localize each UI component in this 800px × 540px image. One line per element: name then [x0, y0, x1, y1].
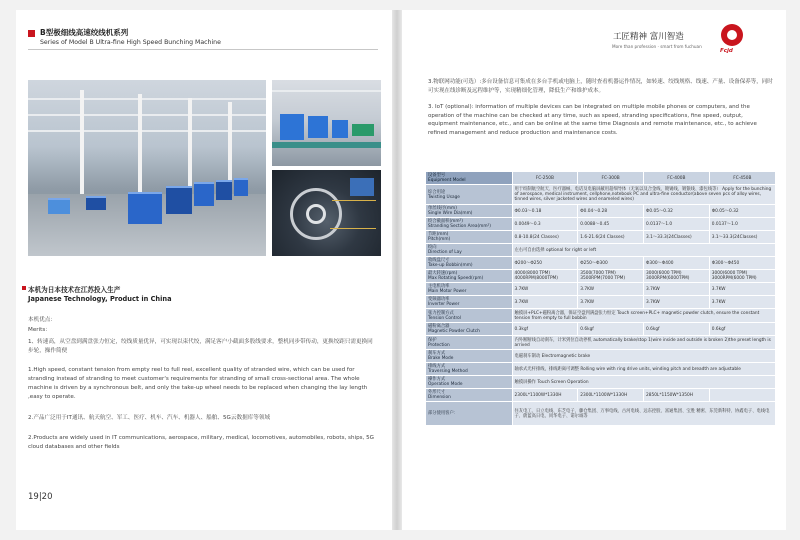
spec-label — [426, 323, 512, 336]
header-marker — [28, 30, 35, 37]
bunching-machine — [280, 114, 304, 140]
spec-label-cn: 设备型号 — [428, 173, 446, 178]
machine-row-photo — [272, 80, 381, 166]
roof-beam — [272, 90, 381, 92]
bunching-machine — [48, 198, 70, 214]
roof-beam — [28, 98, 266, 100]
spec-label — [426, 185, 512, 205]
model-column-header: FC-400B — [644, 172, 710, 185]
spec-value: 3.7KW — [644, 296, 710, 309]
merit-1-cn: 1、转速高，从空盘到满盘张力恒定，绞线质量优异，可实现以束代绞，满足客户小截面多股线要求，整机同步带传动，更换绞距只需更换同步轮，操作简便 — [28, 339, 373, 354]
spec-label-cn: 排线方式 — [428, 364, 446, 369]
merit-1-en: 1.High speed, constant tension from empty reel to full reel, excellent quality of stranded wire, which can be used for stranding instead of stranding to meet customer's requirements for stranding of small cross-sectional area. The whole machine is driven by a synchronous belt, and only the take-up wheel needs to be replaced when changing the lay length ,easy to operate. — [28, 367, 368, 400]
spec-value: 0.0137～1.0 — [644, 218, 710, 231]
spec-row — [426, 389, 775, 402]
iot-feature-cn: 3.物联网功能(可选）:多台设备信息可集成在多台手机或电脑上，随时查看机器运作情况，如转速、绞线规格、线速、产量、设备保养等，同时可实现在线诊断及远程维护等，实现精细化管理，降低生产和维护成本。 — [428, 79, 773, 94]
spec-value: 3.7KW — [644, 283, 710, 296]
bunching-machine — [194, 182, 214, 206]
spec-value: 3.7KW — [512, 296, 578, 309]
spec-label-cn: 绞合截面积(mm²) — [428, 219, 463, 224]
spec-label — [426, 270, 512, 283]
bunching-machine — [308, 116, 328, 138]
spec-row — [426, 270, 775, 283]
spec-label-en: Brake Mode — [428, 356, 454, 361]
page-gutter — [392, 10, 402, 530]
spec-label-cn: 最大转速(rpm) — [428, 271, 458, 276]
spec-label-en: Protection — [428, 342, 450, 348]
spec-value: Φ0.04～0.28 — [578, 205, 644, 218]
spec-label-cn: 节距(mm) — [428, 232, 449, 237]
spec-header-row — [426, 172, 775, 185]
spec-row — [426, 205, 775, 218]
factory-floor-photo — [28, 80, 266, 256]
spec-row — [426, 257, 775, 270]
spec-label-en: Take-up Bobbin(mm) — [428, 263, 473, 268]
spec-label-en: Traversing Method — [428, 369, 468, 374]
spec-value: 0.3kgf — [512, 323, 578, 336]
spec-value: 0.6kgf — [709, 323, 775, 336]
brand-slogan-en: More than profession · smart from fuchuan — [612, 44, 702, 49]
spec-label — [426, 231, 512, 244]
spec-value: 住友电工、日立电线、东芝电子、藤仓集团、万事电线、古河电线、远东控股、富通集团、宝胜 精密、东莞新科特、协鑫电子、电线电子、蔚蓝高日电、同华电子、诺尔诚等 — [512, 402, 775, 426]
spec-label — [426, 350, 512, 363]
spec-table — [426, 172, 775, 426]
section-title-cn: 本机为日本技术在江苏投入生产 — [28, 286, 121, 294]
merit-2-cn: 2.产品广泛用于IT通讯、航天航空、军工、医疗、机车、汽车、机器人、船舶、5G云数据库等领域 — [28, 415, 271, 421]
spec-value: 3.7KW — [709, 296, 775, 309]
spec-value: 2300L*1100W*1330H — [512, 389, 578, 402]
bunching-machine — [216, 180, 232, 200]
spec-label-en: Tension Control — [428, 315, 461, 321]
spec-label — [426, 172, 512, 185]
spec-value: 0.0088～0.45 — [578, 218, 644, 231]
spec-label — [426, 283, 512, 296]
spec-label-en: Main Motor Power — [428, 289, 467, 294]
spec-value: Φ0.05～0.32 — [709, 205, 775, 218]
spec-label-en: Pitch(mm) — [428, 237, 451, 242]
logo-wordmark: Fcjd — [720, 48, 733, 54]
spec-value: Φ0.03～0.18 — [512, 205, 578, 218]
spec-row — [426, 231, 775, 244]
spec-value: 触摸屏操作 Touch Screen Operation — [512, 376, 775, 389]
spec-row — [426, 296, 775, 309]
spec-row — [426, 376, 775, 389]
spec-label-en: Operation Mode — [428, 382, 463, 387]
spec-value: 2300L*1100W*1330H — [578, 389, 644, 402]
spec-value: Φ300～Φ450 — [709, 257, 775, 270]
bunching-machine — [166, 186, 192, 214]
spec-label-en: Twisting Usage — [428, 194, 460, 200]
series-title-en: Series of Model B Ultra-fine High Speed Bunching Machine — [40, 39, 221, 46]
spec-value: 0.8-10.8(24 Classes) — [512, 231, 578, 244]
spec-label-en: Single Wire Dia(mm) — [428, 211, 473, 216]
section-title-en: Japanese Technology, Product in China — [28, 295, 172, 303]
series-title-cn: B型极细线高速绞线机系列 — [40, 28, 129, 37]
spec-label-en: Inverter Power — [428, 302, 460, 307]
spec-value: 3.7KW — [578, 296, 644, 309]
spec-value: Φ0.05～0.32 — [644, 205, 710, 218]
spec-value: Φ200～Φ250 — [512, 257, 578, 270]
pillar — [138, 94, 142, 194]
spec-value: Φ300～Φ400 — [644, 257, 710, 270]
spec-value: 3.7KW — [578, 283, 644, 296]
page-number: 19|20 — [28, 492, 53, 502]
spec-row — [426, 283, 775, 296]
spec-value: 轴承式光杆排线，排线距离可调整 Rolling wire with ring drive units, winding pitch and breadth are adjustable — [512, 363, 775, 376]
spec-label-cn: 单丝线径(mm) — [428, 206, 457, 211]
spec-label-cn: 绞向 — [428, 245, 437, 250]
merits-label-cn: 本机优点： — [28, 317, 56, 323]
header-divider — [28, 49, 378, 50]
spec-label-cn: 操作方式 — [428, 377, 446, 382]
pillar — [80, 90, 84, 200]
spec-row — [426, 218, 775, 231]
model-column-header: FC-250B — [512, 172, 578, 185]
pillar — [188, 98, 192, 188]
spec-value: 2850L*1150W*1350H — [644, 389, 710, 402]
spec-label-en: Stranding Section Area(mm²) — [428, 224, 491, 229]
spec-label-en: Equipment Model — [428, 178, 466, 183]
spec-value: 用于绞制航空航天、医疗器械、电话及电脑屏蔽用超细导体（无氧以及合金线、镀锡线、镀银线、漆包线等） Apply for the bunching of aerospace, medical instrument, cellphone,notebook PC and ultra-fine conductor(above seven pcs of alloy wires, tinned wires, silver jacketed wires and enameled wires) — [512, 185, 775, 205]
spec-label — [426, 402, 512, 426]
spec-label-cn: 刹车方式 — [428, 351, 446, 356]
spec-row — [426, 244, 775, 257]
wire-strand — [332, 200, 376, 201]
spec-label-en: Max Rotating Speed(rpm) — [428, 276, 484, 281]
spec-value: 3.1～33.3(24Classes) — [644, 231, 710, 244]
merits-label-en: Merits： — [28, 327, 51, 333]
spec-label — [426, 376, 512, 389]
spec-label — [426, 309, 512, 323]
spec-row — [426, 336, 775, 350]
spec-row — [426, 323, 775, 336]
spec-label-en: Direction of Lay — [428, 250, 462, 255]
spec-value: 3000(6000 TPM) 3000RPM(6000 TPM) — [709, 270, 775, 283]
spec-label-cn: 外形尺寸 — [428, 390, 446, 395]
spec-value: 0.0137～1.0 — [709, 218, 775, 231]
spec-row — [426, 402, 775, 426]
spec-value: 3000(6000 TPM) 3000RPM(6000TPM) — [644, 270, 710, 283]
spec-label-en: Magnetic Powder Clutch — [428, 329, 480, 334]
spec-value: 4000(8000 TPM) 4000RPM(8000TPM) — [512, 270, 578, 283]
merit-2-en: 2.Products are widely used in IT communications, aerospace, military, medical, locomotives, automobiles, robots, ships, 5G cloud databases and other fields — [28, 435, 374, 450]
model-column-header: FC-300B — [578, 172, 644, 185]
bunching-machine — [86, 196, 106, 210]
spec-value: 左右可自由选择 optional for right or left — [512, 244, 775, 257]
spec-value: 内外断断线自动刹车，计米到位自动停机 automatically brake/stop 1)wire inside and outside is broken 2)the preset length is arrived — [512, 336, 775, 350]
bunching-machine — [234, 178, 248, 196]
spec-value: 0.6kgf — [578, 323, 644, 336]
spec-value: 0.6kgf — [644, 323, 710, 336]
spec-label-cn: 磁粉离合器 — [428, 324, 450, 329]
spec-label — [426, 257, 512, 270]
model-column-header: FC-450B — [709, 172, 775, 185]
section-marker — [22, 286, 26, 290]
spec-value: 3.7KW — [709, 283, 775, 296]
spec-label-cn: 收线盘尺寸 — [428, 258, 450, 263]
pillar — [228, 102, 232, 182]
spec-row — [426, 309, 775, 323]
spec-value: Φ250～Φ300 — [578, 257, 644, 270]
spec-row — [426, 363, 775, 376]
company-logo-icon — [721, 24, 743, 46]
iot-feature-en: 3. IoT (optional): information of multiple devices can be integrated on multiple mobile phones or computers, and the operation of the machine can be checked at any time, such as speed, stranding specifications, fine speed, output, equipment maintenance, etc., and can be online at the same time Diagnosis and remote maintenance, etc., to achieve refined management and reduce production and maintenance costs. — [428, 104, 757, 136]
bunching-machine — [128, 192, 162, 224]
spec-label — [426, 218, 512, 231]
spec-label — [426, 389, 512, 402]
spec-label — [426, 296, 512, 309]
spec-label — [426, 205, 512, 218]
spec-value: 1.6-21.6(24 Classes) — [578, 231, 644, 244]
spec-value: 3.1～33.3(24Classes) — [709, 231, 775, 244]
bunching-machine — [332, 120, 348, 138]
spec-label-cn: 张力控制方式 — [428, 310, 454, 316]
machine-interior-photo — [272, 170, 381, 256]
spec-value: 3500(7000 TPM) 3500RPM(7000 TPM) — [578, 270, 644, 283]
spec-value: 触摸屏+PLC+磁粉离合器，保证空盘到满盘张力恒定 Touch screen+PLC+ magnetic powder clutch, ensure the constant tension from empty to full bobbin — [512, 309, 775, 323]
spec-label-cn: 变频器功率 — [428, 297, 450, 302]
spec-label — [426, 244, 512, 257]
spec-value: 3.7KW — [512, 283, 578, 296]
machine-guard — [350, 178, 374, 196]
brand-slogan-cn: 工匠精神 富川智造 — [613, 32, 684, 42]
spec-label-cn: 主电机功率 — [428, 284, 450, 289]
spec-label-cn: 保护 — [428, 337, 437, 343]
spec-row — [426, 185, 775, 205]
spec-label-cn: 综合用途 — [428, 189, 446, 195]
spec-label — [426, 336, 512, 350]
spec-label-cn: 部分使用客户： — [428, 411, 459, 416]
spec-label-en: Dimension — [428, 395, 451, 400]
spec-value — [709, 389, 775, 402]
spec-value: 0.0049～0.3 — [512, 218, 578, 231]
spec-row — [426, 350, 775, 363]
spec-label — [426, 363, 512, 376]
bobbin — [306, 204, 326, 224]
floor-strip — [272, 142, 381, 148]
payoff-unit — [352, 124, 374, 136]
spec-value: 电磁刹车制动 Electromagnetic brake — [512, 350, 775, 363]
wire-strand — [330, 228, 376, 229]
